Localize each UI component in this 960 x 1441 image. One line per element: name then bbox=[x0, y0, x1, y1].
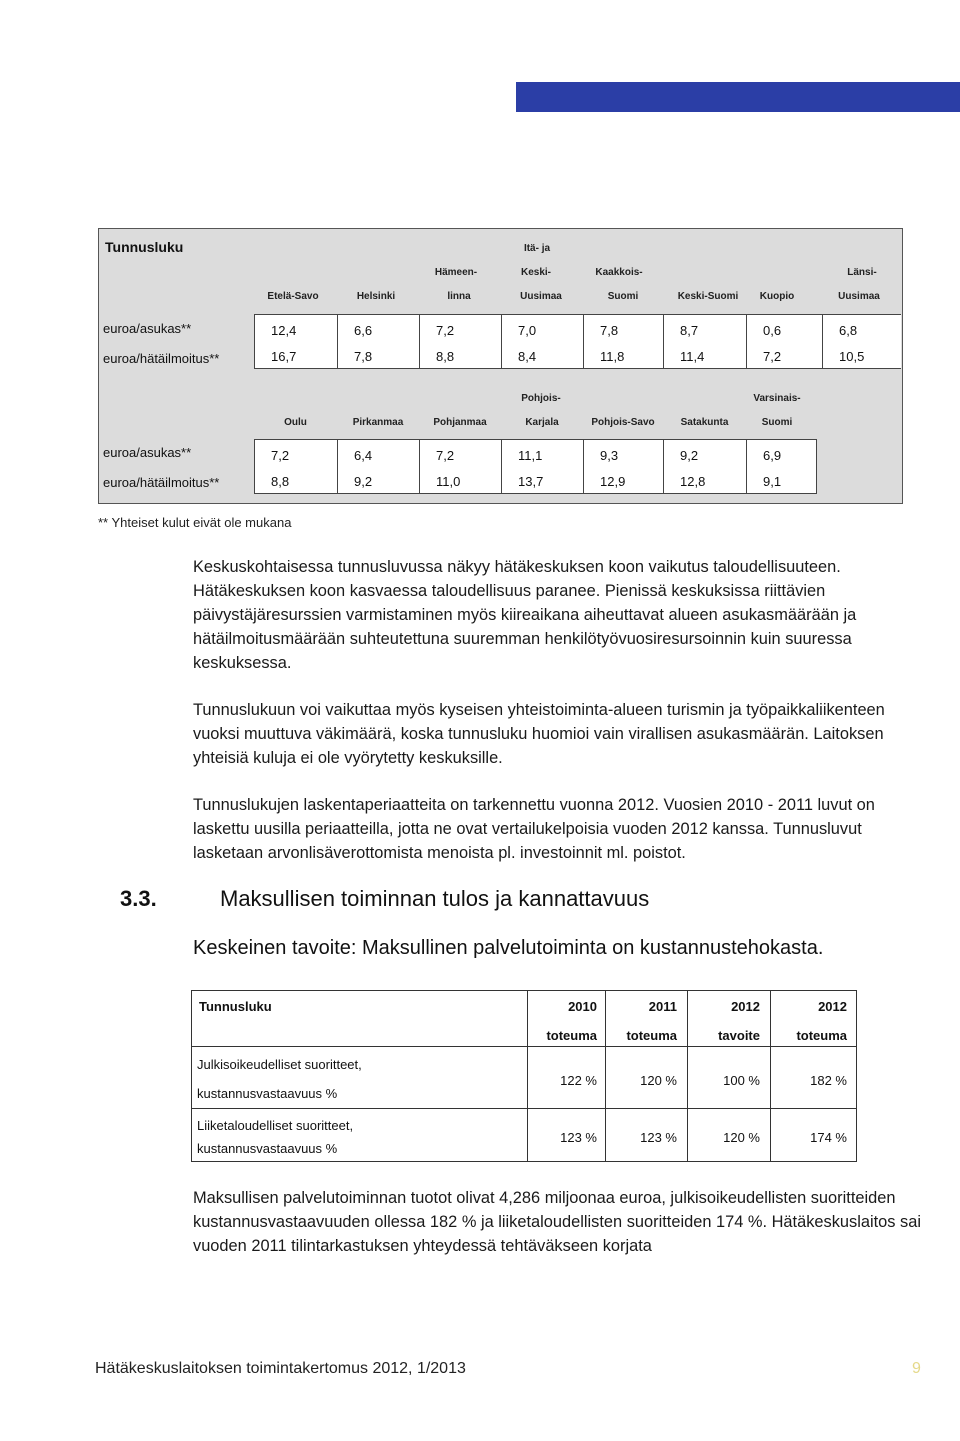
table-row bbox=[254, 439, 817, 468]
table-cell: 122 % bbox=[560, 1073, 597, 1088]
table-cell: 182 % bbox=[810, 1073, 847, 1088]
column-header: Kaakkois- bbox=[595, 267, 643, 278]
column-header: Keski- bbox=[520, 267, 551, 278]
column-subheader: toteuma bbox=[546, 1028, 597, 1043]
table-cell: 7,8 bbox=[583, 315, 663, 342]
table-row bbox=[254, 466, 817, 494]
column-header: Pohjanmaa bbox=[433, 417, 487, 428]
column-header: Pohjois- bbox=[521, 393, 561, 404]
table-title: Tunnusluku bbox=[105, 239, 184, 255]
column-subheader: toteuma bbox=[796, 1028, 847, 1043]
table-cell: 7,2 bbox=[419, 315, 501, 342]
column-header: Pirkanmaa bbox=[352, 417, 404, 428]
body-text bbox=[193, 555, 928, 888]
column-header: Karjala bbox=[525, 417, 559, 428]
row-label: Liiketaloudelliset suoritteet, bbox=[197, 1118, 354, 1133]
paragraph: Tunnuslukujen laskentaperiaatteita on tarkennettu vuonna 2012. Vuosien 2010 - 2011 luvut on laskettu uusilla periaatteilla, jotta ne ovat vertailukelpoisia vuoden 2012 kanssa. Tunnusluvut lasketaan arvonlisäverottomista menoista pl. investoinnit ml. poistot. bbox=[193, 796, 875, 862]
row-label: euroa/asukas** bbox=[103, 445, 192, 460]
table-cell: 174 % bbox=[810, 1130, 847, 1145]
row-label: kustannusvastaavuus % bbox=[197, 1141, 338, 1156]
row-label: kustannusvastaavuus % bbox=[197, 1086, 338, 1101]
table-cell: 6,4 bbox=[337, 440, 419, 467]
column-header: Keski-Suomi bbox=[677, 291, 739, 302]
row-label: euroa/hätäilmoitus** bbox=[103, 351, 220, 366]
page-footer: Hätäkeskuslaitoksen toimintakertomus 2012, 1/2013 bbox=[95, 1360, 466, 1377]
table-cell: 7,2 bbox=[254, 440, 337, 467]
column-header: 2011 bbox=[648, 999, 677, 1014]
table-cell: 120 % bbox=[723, 1130, 760, 1145]
column-subheader: tavoite bbox=[718, 1028, 760, 1043]
table-cell: 9,1 bbox=[746, 466, 817, 493]
column-header: 2010 bbox=[568, 999, 597, 1014]
table-cell: 12,9 bbox=[583, 466, 663, 493]
table-row bbox=[254, 341, 901, 369]
column-header: Suomi bbox=[607, 291, 639, 302]
table-cell: 12,8 bbox=[663, 466, 746, 493]
column-header: Suomi bbox=[761, 417, 793, 428]
row-label: euroa/asukas** bbox=[103, 321, 192, 336]
column-header: Etelä-Savo bbox=[267, 291, 319, 302]
column-header: Länsi- bbox=[847, 267, 877, 278]
column-header: Pohjois-Savo bbox=[591, 417, 655, 428]
row-label: euroa/hätäilmoitus** bbox=[103, 475, 220, 490]
page-number: 9 bbox=[912, 1360, 921, 1377]
column-header: Hämeen- bbox=[434, 267, 478, 278]
column-header: Uusimaa bbox=[520, 291, 562, 302]
column-header: Kuopio bbox=[759, 291, 795, 302]
column-header: Oulu bbox=[284, 417, 307, 428]
table-cell: 6,8 bbox=[822, 315, 901, 342]
table-cell: 8,8 bbox=[419, 341, 501, 368]
table-cell: 7,2 bbox=[746, 341, 822, 368]
table-cell: 6,9 bbox=[746, 440, 817, 467]
goal-statement: Keskeinen tavoite: Maksullinen palvelutoiminta on kustannustehokasta. bbox=[193, 937, 824, 959]
table-cell: 8,7 bbox=[663, 315, 746, 342]
table-cell: 7,0 bbox=[501, 315, 583, 342]
column-subheader: toteuma bbox=[626, 1028, 677, 1043]
header-color-bar bbox=[516, 82, 960, 112]
table-cell: 0,6 bbox=[746, 315, 822, 342]
column-header: linna bbox=[447, 291, 471, 302]
paid-services-table bbox=[191, 990, 857, 1162]
table-cell: 10,5 bbox=[822, 341, 901, 368]
column-header: 2012 bbox=[818, 999, 847, 1014]
column-header: Uusimaa bbox=[838, 291, 880, 302]
table-cell: 11,8 bbox=[583, 341, 663, 368]
table-cell: 123 % bbox=[640, 1130, 677, 1145]
row-label: Julkisoikeudelliset suoritteet, bbox=[197, 1057, 362, 1072]
table-title: Tunnusluku bbox=[199, 999, 272, 1014]
section-title: Maksullisen toiminnan tulos ja kannattavuus bbox=[220, 886, 650, 911]
table-cell: 6,6 bbox=[337, 315, 419, 342]
column-header: Satakunta bbox=[680, 417, 729, 428]
regional-cost-table bbox=[98, 228, 903, 504]
table-cell: 100 % bbox=[723, 1073, 760, 1088]
table-cell: 11,1 bbox=[501, 440, 583, 467]
table-footnote: ** Yhteiset kulut eivät ole mukana bbox=[98, 515, 292, 530]
table-cell: 7,2 bbox=[419, 440, 501, 467]
table-cell: 7,8 bbox=[337, 341, 419, 368]
table-cell: 11,4 bbox=[663, 341, 746, 368]
column-header: Itä- ja bbox=[523, 243, 551, 254]
paragraph: Maksullisen palvelutoiminnan tuotot olivat 4,286 miljoonaa euroa, julkisoikeudellisten suoritteiden kustannusvastaavuuden ollessa 182 % ja liiketaloudellisten suoritteiden 174 %. Hätäkeskuslaitos sai vuoden 2011 tilintarkastuksen yhteydessä tehtäväkseen korjata bbox=[193, 1189, 921, 1255]
section-number: 3.3. bbox=[120, 886, 157, 911]
table-cell: 11,0 bbox=[419, 466, 501, 493]
table-cell: 8,8 bbox=[254, 466, 337, 493]
table-cell: 120 % bbox=[640, 1073, 677, 1088]
table-cell: 16,7 bbox=[254, 341, 337, 368]
column-header: 2012 bbox=[731, 999, 760, 1014]
table-cell: 9,3 bbox=[583, 440, 663, 467]
table-cell: 12,4 bbox=[254, 315, 337, 342]
table-cell: 8,4 bbox=[501, 341, 583, 368]
column-header: Varsinais- bbox=[753, 393, 801, 404]
paragraph: Keskuskohtaisessa tunnusluvussa näkyy hätäkeskuksen koon vaikutus taloudellisuuteen. Hätäkeskuksen koon kasvaessa taloudellisuus paranee. Pienissä keskuksissa riittävien päivystäjäresurssien varmistaminen myös kiireaikana aiheuttavat alueen asukasmäärään ja hätäilmoitusmäärään suhteutettuna suuremman henkilötyövuosiresursoinnin kuin suuressa keskuksessa. bbox=[193, 558, 857, 672]
column-header: Helsinki bbox=[356, 291, 396, 302]
row-divider bbox=[192, 1046, 856, 1047]
table-cell: 9,2 bbox=[337, 466, 419, 493]
table-row bbox=[254, 314, 901, 343]
table-cell: 9,2 bbox=[663, 440, 746, 467]
row-divider bbox=[192, 1108, 856, 1109]
table-cell: 13,7 bbox=[501, 466, 583, 493]
table-cell: 123 % bbox=[560, 1130, 597, 1145]
paragraph: Tunnuslukuun voi vaikuttaa myös kyseisen yhteistoiminta-alueen turismin ja työpaikkaliikenteen vuoksi muuttuva väkimäärä, koska tunnusluku huomioi vain virallisen asukasmäärän. Laitoksen yhteisiä kuluja ei ole vyörytetty keskuksille. bbox=[193, 701, 885, 767]
